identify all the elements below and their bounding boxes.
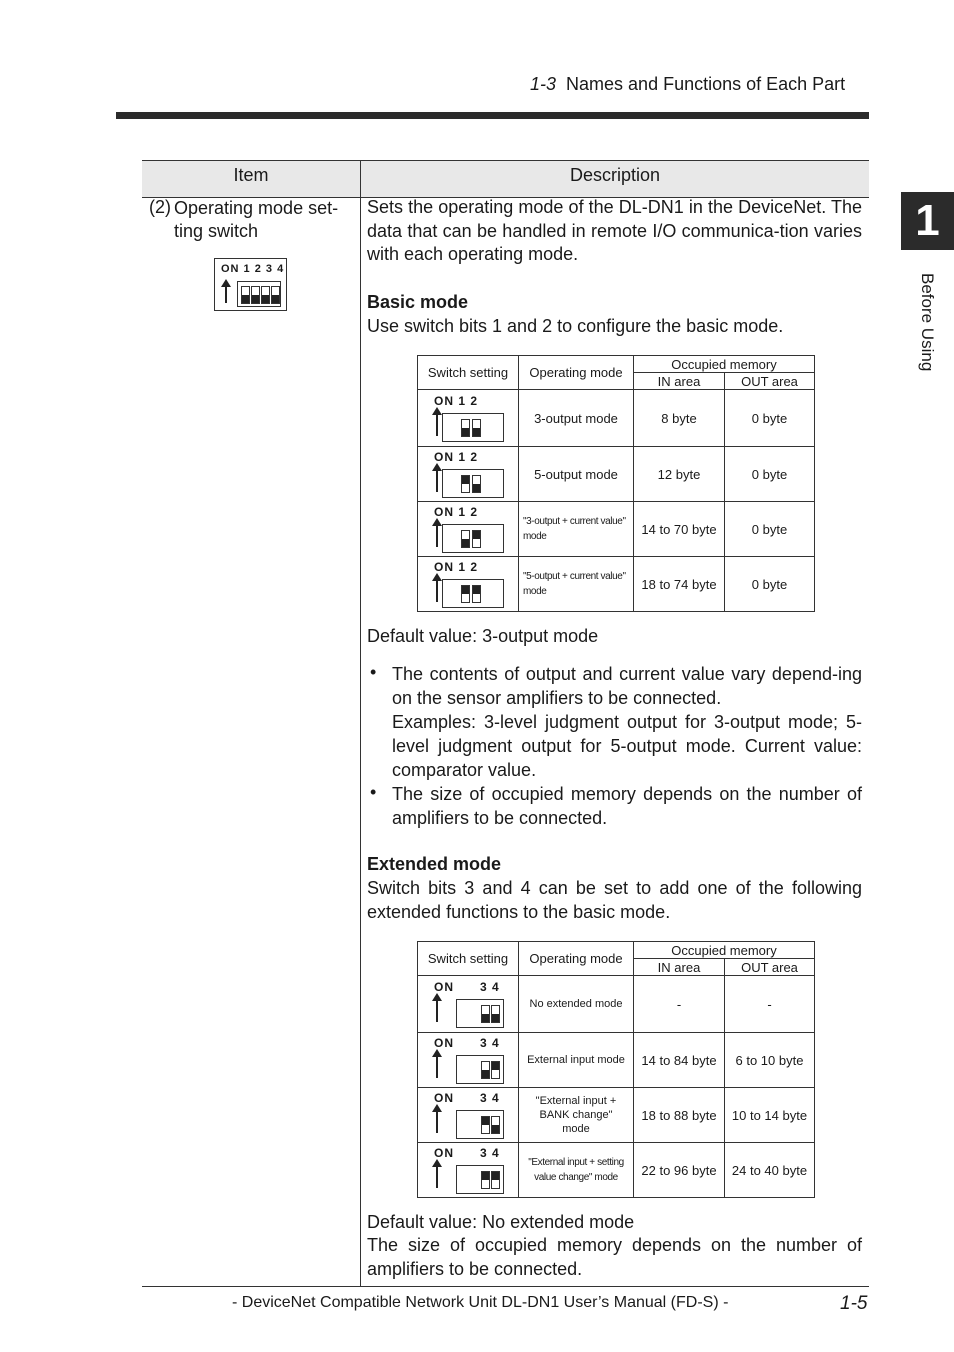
dip-switch-icon: ON 1 2 bbox=[422, 392, 514, 444]
item-number: (2) bbox=[149, 197, 171, 217]
table-row bbox=[418, 557, 815, 612]
out-cell: 10 to 14 byte bbox=[725, 1088, 815, 1143]
switch-bit-2 bbox=[251, 286, 260, 304]
basic-mode-text: Use switch bits 1 and 2 to configure the basic mode. bbox=[367, 316, 784, 336]
up-arrow-icon bbox=[436, 580, 438, 602]
column-divider bbox=[360, 160, 361, 1287]
extended-default: Default value: No extended mode bbox=[367, 1212, 635, 1232]
in-cell: 8 byte bbox=[634, 390, 725, 447]
switch-bit-4 bbox=[271, 286, 280, 304]
arrow-head-icon bbox=[221, 279, 231, 287]
table-row bbox=[418, 502, 815, 557]
extended-mode-text: Switch bits 3 and 4 can be set to add one of the following extended functions to the basic mode. bbox=[367, 878, 862, 922]
switch-setting-cell bbox=[418, 1088, 519, 1143]
mode-cell: "5-output + current value" mode bbox=[519, 557, 634, 612]
in-cell: 18 to 74 byte bbox=[634, 557, 725, 612]
switch-setting-cell bbox=[418, 1143, 519, 1198]
out-cell: 24 to 40 byte bbox=[725, 1143, 815, 1198]
extended-mode-title: Extended mode bbox=[367, 854, 502, 874]
table-row bbox=[418, 1033, 815, 1088]
dip-switch-4-icon bbox=[214, 258, 287, 311]
col-switch-setting: Switch setting bbox=[418, 942, 519, 976]
dip-switch-label: ON 1 2 3 4 bbox=[221, 263, 285, 275]
mode-cell: "External input + setting value change" mode bbox=[519, 1143, 634, 1198]
item-name: Operating mode set-ting switch bbox=[174, 198, 339, 241]
col-operating-mode: Operating mode bbox=[519, 356, 634, 390]
mode-cell: External input mode bbox=[519, 1033, 634, 1088]
dip-switch-icon: ON 1 2 bbox=[422, 448, 514, 500]
up-arrow-icon bbox=[436, 1111, 438, 1133]
in-cell: 12 byte bbox=[634, 447, 725, 502]
bullet-1: The contents of output and current value vary depend-ing on the sensor amplifiers to be connected. Examples: 3-level judgment output for 3-output mode; 5-level judgment output for 5-output mode. Current value: comparator value. bbox=[392, 664, 862, 780]
in-cell: 14 to 70 byte bbox=[634, 502, 725, 557]
header-item: Item bbox=[233, 165, 269, 185]
basic-default: Default value: 3-output mode bbox=[367, 626, 599, 646]
switch-bit-1 bbox=[241, 286, 250, 304]
out-cell: 0 byte bbox=[725, 502, 815, 557]
side-label bbox=[905, 273, 945, 403]
col-out-area: OUT area bbox=[725, 959, 815, 976]
table-row bbox=[418, 1143, 815, 1198]
intro-paragraph: Sets the operating mode of the DL-DN1 in the DeviceNet. The data that can be handled in remote I/O communica-tion varies with each operating mode. bbox=[367, 197, 862, 264]
bullet-icon: • bbox=[370, 662, 377, 682]
up-arrow-icon bbox=[436, 1000, 438, 1022]
bullet-icon: • bbox=[370, 782, 377, 802]
up-arrow-icon bbox=[436, 525, 438, 547]
col-occupied-memory: Occupied memory bbox=[634, 356, 815, 373]
header-description: Description bbox=[569, 165, 661, 185]
in-cell: 22 to 96 byte bbox=[634, 1143, 725, 1198]
switch-setting-cell bbox=[418, 557, 519, 612]
up-arrow-icon bbox=[436, 1166, 438, 1188]
basic-mode-title: Basic mode bbox=[367, 292, 469, 312]
in-cell: 14 to 84 byte bbox=[634, 1033, 725, 1088]
dip-switch-icon: ON 1 2 bbox=[422, 503, 514, 555]
col-operating-mode: Operating mode bbox=[519, 942, 634, 976]
switch-setting-cell bbox=[418, 976, 519, 1033]
in-cell: - bbox=[634, 976, 725, 1033]
extended-note: The size of occupied memory depends on the number of amplifiers to be connected. bbox=[367, 1235, 862, 1279]
mode-cell: 5-output mode bbox=[519, 447, 634, 502]
table-row bbox=[418, 447, 815, 502]
out-cell: 0 byte bbox=[725, 390, 815, 447]
dip-switch-icon: ON 3 4 bbox=[422, 1144, 514, 1196]
switch-setting-cell bbox=[418, 1033, 519, 1088]
switch-setting-cell bbox=[418, 447, 519, 502]
switch-setting-cell bbox=[418, 502, 519, 557]
col-in-area: IN area bbox=[634, 959, 725, 976]
chapter-tab: 1 bbox=[901, 192, 954, 250]
col-out-area: OUT area bbox=[725, 373, 815, 390]
out-cell: 0 byte bbox=[725, 447, 815, 502]
bullet-2: The size of occupied memory depends on the number of amplifiers to be connected. bbox=[392, 784, 862, 828]
page-footer: - DeviceNet Compatible Network Unit DL-DN1 User’s Manual (FD-S) - bbox=[232, 1294, 729, 1311]
col-switch-setting: Switch setting bbox=[418, 356, 519, 390]
mode-cell: "3-output + current value" mode bbox=[519, 502, 634, 557]
out-cell: 6 to 10 byte bbox=[725, 1033, 815, 1088]
up-arrow-icon bbox=[436, 1056, 438, 1078]
header-rule bbox=[116, 112, 869, 119]
dip-switch-icon: ON 1 2 bbox=[422, 558, 514, 610]
table-row bbox=[418, 390, 815, 447]
in-cell: 18 to 88 byte bbox=[634, 1088, 725, 1143]
table-row bbox=[418, 976, 815, 1033]
col-occupied-memory: Occupied memory bbox=[634, 942, 815, 959]
out-cell: - bbox=[725, 976, 815, 1033]
table-row bbox=[418, 1088, 815, 1143]
switch-bit-3 bbox=[261, 286, 270, 304]
out-cell: 0 byte bbox=[725, 557, 815, 612]
page-number: 1-5 bbox=[840, 1293, 868, 1314]
switch-setting-cell bbox=[418, 390, 519, 447]
extended-mode-table bbox=[417, 941, 815, 1198]
switch-body bbox=[237, 281, 281, 307]
dip-switch-icon: ON 3 4 bbox=[422, 978, 514, 1030]
up-arrow-icon bbox=[436, 414, 438, 436]
side-label-text: Before Using bbox=[918, 273, 937, 372]
mode-cell: 3-output mode bbox=[519, 390, 634, 447]
dip-switch-icon: ON 3 4 bbox=[422, 1034, 514, 1086]
table-bottom-rule bbox=[142, 1286, 869, 1287]
up-arrow-icon bbox=[436, 470, 438, 492]
mode-cell: "External input + BANK change" mode bbox=[519, 1088, 634, 1143]
section-number: 1-3 bbox=[530, 74, 557, 94]
basic-mode-table bbox=[417, 355, 815, 612]
mode-cell: No extended mode bbox=[519, 976, 634, 1033]
col-in-area: IN area bbox=[634, 373, 725, 390]
section-title: Names and Functions of Each Part bbox=[566, 74, 846, 94]
page-header bbox=[530, 74, 845, 95]
dip-switch-icon: ON 3 4 bbox=[422, 1089, 514, 1141]
